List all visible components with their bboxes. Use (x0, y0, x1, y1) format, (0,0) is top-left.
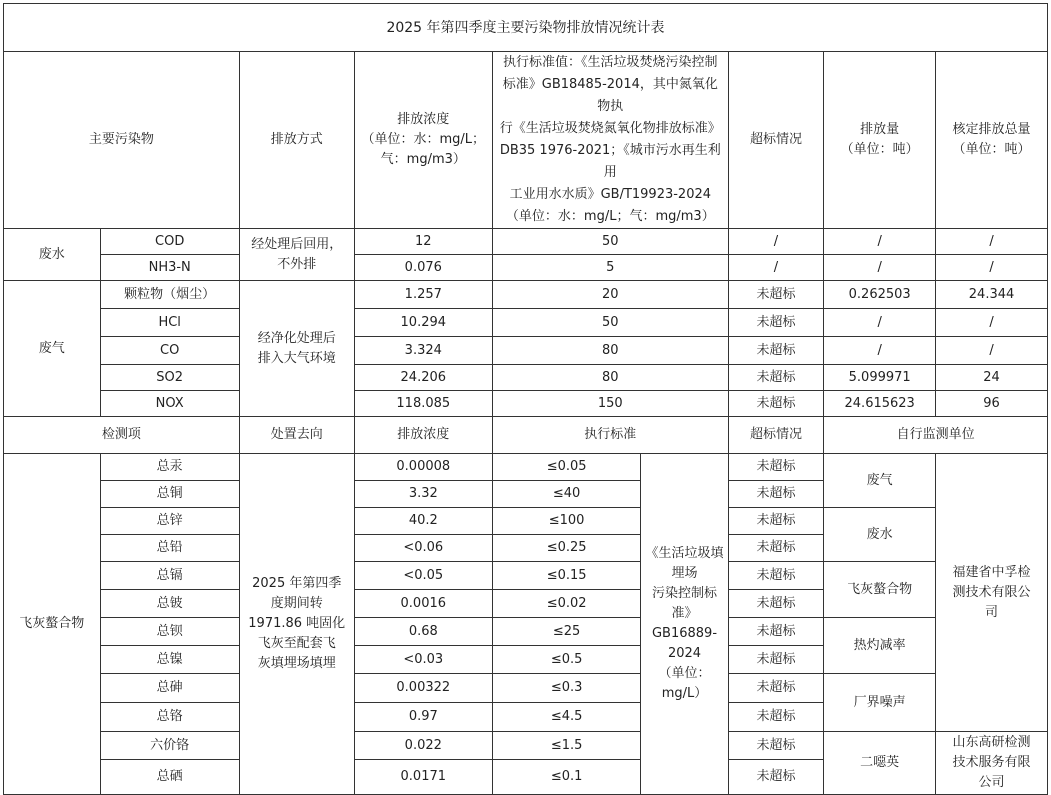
monitor-item-wastegas: 废气 (824, 454, 936, 508)
header-pollutant: 主要污染物 (4, 52, 240, 229)
total-cell: / (936, 229, 1048, 255)
limit-cell: ≤100 (492, 508, 640, 535)
concentration-cell: 118.085 (354, 391, 492, 417)
pollutant-cell: 颗粒物（烟尘） (100, 281, 239, 309)
exceed-cell: 未超标 (728, 590, 824, 618)
table-row (4, 337, 1048, 365)
exceed-cell: 未超标 (728, 674, 824, 703)
header-concentration-2: 排放浓度 (354, 417, 492, 454)
header-exceed: 超标情况 (728, 52, 824, 229)
total-cell: / (936, 337, 1048, 365)
total-cell: 24 (936, 365, 1048, 391)
test-item-cell: 六价铬 (100, 732, 239, 760)
wastewater-method: 经处理后回用， 不外排 (239, 229, 354, 281)
wastegas-method: 经净化处理后 排入大气环境 (239, 281, 354, 417)
concentration-cell: <0.06 (354, 535, 492, 562)
standard-cell: 150 (492, 391, 728, 417)
concentration-cell: 0.0016 (354, 590, 492, 618)
header-disposal: 处置去向 (239, 417, 354, 454)
table-row (4, 309, 1048, 337)
concentration-cell: 1.257 (354, 281, 492, 309)
concentration-cell: <0.05 (354, 562, 492, 590)
amount-cell: 5.099971 (824, 365, 936, 391)
table-row (4, 229, 1048, 255)
table-row (4, 365, 1048, 391)
limit-cell: ≤0.15 (492, 562, 640, 590)
exceed-cell: 未超标 (728, 618, 824, 646)
standard-cell: 20 (492, 281, 728, 309)
test-item-cell: 总汞 (100, 454, 239, 481)
header-test-item: 检测项 (4, 417, 240, 454)
limit-cell: ≤4.5 (492, 703, 640, 732)
table-row (4, 562, 1048, 590)
exceed-cell: 未超标 (728, 646, 824, 674)
table-header-row (4, 52, 1048, 229)
exceed-cell: 未超标 (728, 309, 824, 337)
header-amount: 排放量 （单位：吨） (824, 52, 936, 229)
total-cell: / (936, 309, 1048, 337)
exceed-cell: 未超标 (728, 760, 824, 795)
test-item-cell: 总镉 (100, 562, 239, 590)
exceed-cell: 未超标 (728, 365, 824, 391)
monitor-item-dioxin: 二噁英 (824, 732, 936, 795)
monitor-item-boundary-noise: 厂界噪声 (824, 674, 936, 732)
pollutant-cell: COD (100, 229, 239, 255)
flyash-standard: 《生活垃圾填埋场 污染控制标准》 GB16889-2024 （单位：mg/L） (641, 454, 728, 795)
amount-cell: 24.615623 (824, 391, 936, 417)
amount-cell: / (824, 309, 936, 337)
concentration-cell: 3.324 (354, 337, 492, 365)
concentration-cell: 0.0171 (354, 760, 492, 795)
pollutant-cell: NH3-N (100, 255, 239, 281)
monitor-unit-2: 山东高研检测 技术服务有限 公司 (936, 732, 1048, 795)
monitor-unit-1: 福建省中孚检 测技术有限公 司 (936, 454, 1048, 732)
limit-cell: ≤0.25 (492, 535, 640, 562)
header-exceed-2: 超标情况 (728, 417, 824, 454)
amount-cell: / (824, 255, 936, 281)
test-item-cell: 总镍 (100, 646, 239, 674)
pollutant-cell: HCl (100, 309, 239, 337)
monitor-item-wastewater: 废水 (824, 508, 936, 562)
concentration-cell: 0.00008 (354, 454, 492, 481)
concentration-cell: 10.294 (354, 309, 492, 337)
header-method: 排放方式 (239, 52, 354, 229)
header-monitor-unit: 自行监测单位 (824, 417, 1048, 454)
standard-cell: 50 (492, 229, 728, 255)
limit-cell: ≤0.5 (492, 646, 640, 674)
test-item-cell: 总砷 (100, 674, 239, 703)
amount-cell: 0.262503 (824, 281, 936, 309)
concentration-cell: 40.2 (354, 508, 492, 535)
limit-cell: ≤0.02 (492, 590, 640, 618)
monitor-item-flyash: 飞灰螯合物 (824, 562, 936, 618)
concentration-cell: 12 (354, 229, 492, 255)
amount-cell: / (824, 337, 936, 365)
exceed-cell: 未超标 (728, 703, 824, 732)
concentration-cell: <0.03 (354, 646, 492, 674)
table-row (4, 618, 1048, 646)
concentration-cell: 0.68 (354, 618, 492, 646)
table-row (4, 281, 1048, 309)
test-item-cell: 总锌 (100, 508, 239, 535)
header-total: 核定排放总量 （单位：吨） (936, 52, 1048, 229)
header-standard-2: 执行标准 (492, 417, 728, 454)
test-item-cell: 总铅 (100, 535, 239, 562)
table-row (4, 255, 1048, 281)
flyash-disposal: 2025 年第四季 度期间转 1971.86 吨固化 飞灰至配套飞 灰填埋场填埋 (239, 454, 354, 795)
concentration-cell: 3.32 (354, 481, 492, 508)
test-item-cell: 总钡 (100, 618, 239, 646)
monitor-item-ignition-loss: 热灼减率 (824, 618, 936, 674)
standard-cell: 80 (492, 365, 728, 391)
test-item-cell: 总硒 (100, 760, 239, 795)
exceed-cell: / (728, 229, 824, 255)
table-title: 2025 年第四季度主要污染物排放情况统计表 (4, 4, 1048, 52)
limit-cell: ≤0.1 (492, 760, 640, 795)
standard-cell: 50 (492, 309, 728, 337)
category-flyash: 飞灰螯合物 (4, 454, 101, 795)
standard-cell: 5 (492, 255, 728, 281)
test-item-cell: 总铜 (100, 481, 239, 508)
exceed-cell: 未超标 (728, 732, 824, 760)
header-concentration: 排放浓度 （单位：水：mg/L； 气：mg/m3） (354, 52, 492, 229)
total-cell: 96 (936, 391, 1048, 417)
test-item-cell: 总铬 (100, 703, 239, 732)
total-cell: 24.344 (936, 281, 1048, 309)
exceed-cell: / (728, 255, 824, 281)
section2-header-row (4, 417, 1048, 454)
limit-cell: ≤0.05 (492, 454, 640, 481)
category-wastegas: 废气 (4, 281, 101, 417)
exceed-cell: 未超标 (728, 508, 824, 535)
concentration-cell: 24.206 (354, 365, 492, 391)
pollutant-cell: SO2 (100, 365, 239, 391)
emissions-table (3, 3, 1048, 795)
concentration-cell: 0.00322 (354, 674, 492, 703)
limit-cell: ≤40 (492, 481, 640, 508)
exceed-cell: 未超标 (728, 535, 824, 562)
table-row (4, 674, 1048, 703)
pollutant-cell: NOX (100, 391, 239, 417)
exceed-cell: 未超标 (728, 281, 824, 309)
limit-cell: ≤0.3 (492, 674, 640, 703)
concentration-cell: 0.076 (354, 255, 492, 281)
exceed-cell: 未超标 (728, 562, 824, 590)
concentration-cell: 0.022 (354, 732, 492, 760)
limit-cell: ≤25 (492, 618, 640, 646)
exceed-cell: 未超标 (728, 391, 824, 417)
table-row (4, 508, 1048, 535)
amount-cell: / (824, 229, 936, 255)
test-item-cell: 总铍 (100, 590, 239, 618)
category-wastewater: 废水 (4, 229, 101, 281)
pollutant-cell: CO (100, 337, 239, 365)
header-standard: 执行标准值：《生活垃圾焚烧污染控制 标准》GB18485-2014，其中氮氧化物执 行《生活垃圾焚烧氮氧化物排放标准》 DB35 1976-2021；《城市污水再生利用 工业用水水质》GB/T19923-2024 （单位：水：mg/L；气：mg/m3） (492, 52, 728, 229)
total-cell: / (936, 255, 1048, 281)
exceed-cell: 未超标 (728, 481, 824, 508)
table-row (4, 391, 1048, 417)
table-row (4, 454, 1048, 481)
table-row (4, 732, 1048, 760)
exceed-cell: 未超标 (728, 337, 824, 365)
exceed-cell: 未超标 (728, 454, 824, 481)
limit-cell: ≤1.5 (492, 732, 640, 760)
standard-cell: 80 (492, 337, 728, 365)
concentration-cell: 0.97 (354, 703, 492, 732)
